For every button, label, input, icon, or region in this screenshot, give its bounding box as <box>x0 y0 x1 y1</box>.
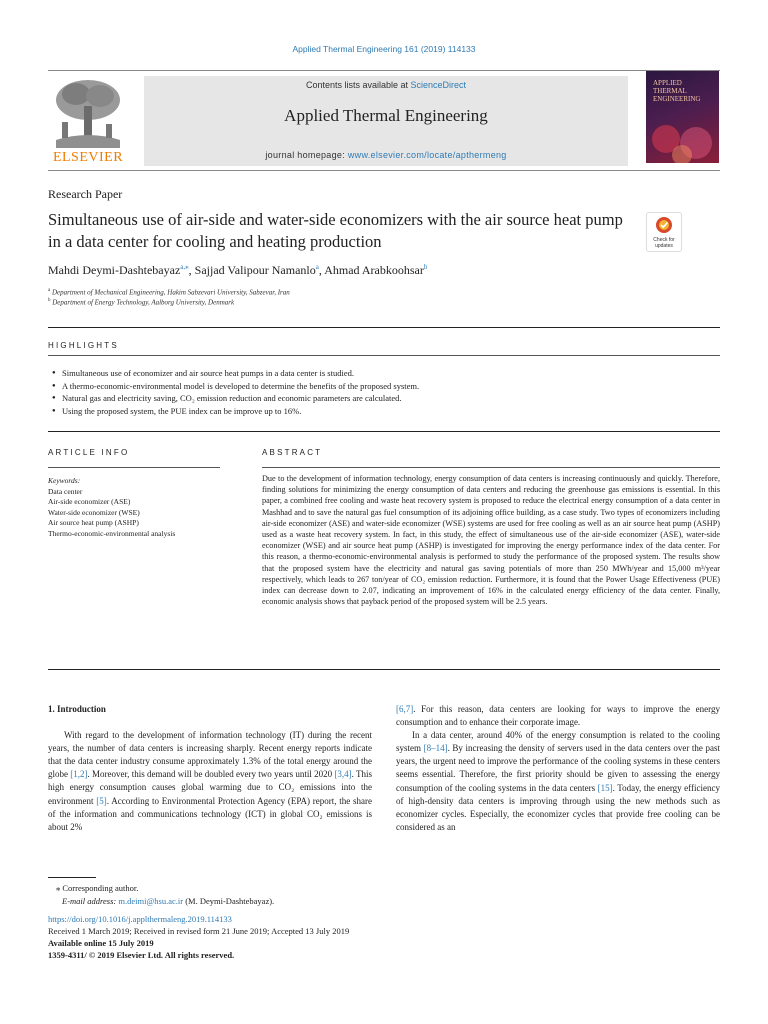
author-affiliation-mark[interactable]: a <box>315 263 319 271</box>
cover-graphic-icon <box>646 121 719 163</box>
homepage-link[interactable]: www.elsevier.com/locate/apthermeng <box>347 150 507 160</box>
affiliation-mark: a <box>48 288 51 293</box>
cover-title-line: APPLIED <box>653 79 682 87</box>
header-rule-bottom <box>48 170 720 171</box>
cover-title <box>653 79 700 103</box>
abstract-heading: ABSTRACT <box>262 448 323 457</box>
reference-link[interactable]: [15] <box>597 782 613 793</box>
body-text: . Moreover, this demand will be doubled every two years until 2020 <box>87 769 335 780</box>
article-info-heading: ARTICLE INFO <box>48 448 130 457</box>
section-rule <box>48 467 220 468</box>
sciencedirect-link[interactable]: ScienceDirect <box>410 80 467 90</box>
doi-link[interactable]: https://doi.org/10.1016/j.applthermaleng.2019.114133 <box>48 914 232 924</box>
author-name[interactable]: Ahmad Arabkoohsar <box>324 263 424 277</box>
highlights-heading: HIGHLIGHTS <box>48 341 119 350</box>
body-paragraph <box>396 703 720 729</box>
reference-link[interactable]: [3,4] <box>334 769 352 780</box>
cover-title-line: ENGINEERING <box>653 95 701 103</box>
check-for-updates-button[interactable] <box>646 212 682 252</box>
keyword: Data center <box>48 486 83 496</box>
copyright: 1359-4311/ © 2019 Elsevier Ltd. All rights reserved. <box>48 950 235 960</box>
cover-title-line: THERMAL <box>653 87 687 95</box>
body-text: . According to Environmental Protection Agency (EPA) report, the share of the information and communications technology (ICT) in global CO₂ emissions is about 2% <box>48 795 372 832</box>
corresponding-author-note: ⁎ Corresponding author. <box>56 883 139 893</box>
header-rule-top <box>48 70 720 71</box>
journal-citation[interactable]: Applied Thermal Engineering 161 (2019) 114133 <box>292 44 476 54</box>
elsevier-tree-icon <box>48 76 128 148</box>
elsevier-wordmark: ELSEVIER <box>52 150 124 165</box>
section-rule <box>48 669 720 670</box>
body-text: . By increasing the density of servers used in the data centers over the past years, the urgent need to improve the performance of the cooling systems in these centers seems essential. Therefore, the first priority should be given to assessing the energy consumption of the cooling systems in the data centers <box>396 743 720 793</box>
email-label: E-mail address: <box>62 895 119 906</box>
available-online: Available online 15 July 2019 <box>48 938 154 948</box>
section-heading: 1. Introduction <box>48 704 106 714</box>
body-text: . Today, the energy efficiency of high-density data centers is improving through using the new methods such as economizer cycles. Especially, the economizer cycles that provide free cooling can be considered as an <box>396 782 720 832</box>
keyword: Air-side economizer (ASE) <box>48 497 131 506</box>
reference-link[interactable]: [5] <box>96 795 107 806</box>
received-dates: Received 1 March 2019; Received in revised form 21 June 2019; Accepted 13 July 2019 <box>48 926 350 936</box>
highlight-item: ● A thermo-economic-environmental model is developed to determine the benefits of the proposed system. <box>52 380 720 393</box>
footnote-rule <box>48 877 96 878</box>
affiliation-text: Department of Mechanical Engineering, Hakim Sabzevari University, Sabzevar, Iran <box>51 288 290 297</box>
homepage-line <box>144 150 628 160</box>
journal-cover-image[interactable] <box>646 71 719 163</box>
body-text: . This high energy consumption causes global warming due to CO₂ emissions into the environment <box>48 769 373 806</box>
homepage-prefix: journal homepage: <box>265 150 348 160</box>
contents-line <box>144 80 628 90</box>
body-text: . For this reason, data centers are looking for ways to improve the energy consumption and to enhance their corporate image. <box>396 704 720 728</box>
check-updates-label: Check for updates <box>653 237 675 249</box>
highlights-list <box>52 367 720 417</box>
article-type: Research Paper <box>48 187 123 201</box>
section-rule <box>262 467 720 468</box>
highlight-item: ● Using the proposed system, the PUE index can be improve up to 16%. <box>52 405 720 418</box>
keywords-block <box>48 476 220 539</box>
footnotes <box>48 882 274 907</box>
section-rule <box>48 327 720 328</box>
email-link[interactable]: m.deimi@hsu.ac.ir <box>118 895 184 906</box>
affiliation-mark: b <box>48 298 51 303</box>
publication-info <box>48 913 349 961</box>
body-column-right <box>396 703 720 834</box>
elsevier-logo[interactable] <box>48 76 128 166</box>
email-note <box>48 895 274 908</box>
keyword: Thermo-economic-environmental analysis <box>48 528 176 538</box>
highlight-item: ● Natural gas and electricity saving, CO₂ emission reduction and economic parameters are calculated. <box>52 392 720 405</box>
reference-link[interactable]: [1,2] <box>70 769 88 780</box>
check-updates-icon <box>655 216 673 234</box>
body-column-left <box>48 703 372 834</box>
keyword: Air source heat pump (ASHP) <box>48 518 139 527</box>
body-paragraph <box>48 729 372 834</box>
author-affiliation-mark[interactable]: a,⁎ <box>180 263 189 271</box>
affiliation-text: Department of Energy Technology, Aalborg University, Denmark <box>52 298 235 307</box>
author-affiliation-mark[interactable]: b <box>423 263 428 271</box>
author-name[interactable]: Sajjad Valipour Namanlo <box>194 263 316 277</box>
author-name[interactable]: Mahdi Deymi-Dashtebayaz <box>48 263 181 277</box>
body-text: With regard to the development of information technology (IT) during the recent years, the number of data centers is increasing sharply. Recent energy reports indicate that the data center industry consume approximately 1.3% of the total energy around the globe <box>48 730 372 780</box>
section-rule <box>48 355 720 356</box>
contents-prefix: Contents lists available at <box>305 80 411 90</box>
body-paragraph <box>396 729 720 834</box>
reference-link[interactable]: [6,7] <box>396 704 414 714</box>
highlight-item: ● Simultaneous use of economizer and air source heat pumps in a data center is studied. <box>52 367 720 380</box>
journal-title: Applied Thermal Engineering <box>284 106 488 125</box>
paper-title: Simultaneous use of air-side and water-side economizers with the air source heat pump in a data center for cooling and heating production <box>48 210 623 251</box>
reference-link[interactable]: [8–14] <box>423 743 448 754</box>
journal-banner <box>144 76 628 166</box>
section-rule <box>48 431 720 432</box>
email-owner: (M. Deymi-Dashtebayaz). <box>183 895 275 906</box>
body-text: In a data center, around 40% of the energy consumption is related to the cooling system <box>396 730 720 754</box>
affiliation <box>48 298 234 306</box>
author-list: Mahdi Deymi-Dashtebayaz$^{a,⁎}$, Sajjad Valipour Namanlo$^a$, Ahmad Arabkoohsar$^b$ <box>48 263 428 277</box>
abstract-text: Due to the development of information technology, energy consumption of data centers is increasing continuously and quickly. Therefore, finding solutions for minimizing the energy consumption of data centers and reducing the greenhouse gas emissions is essential. In this paper, a combined free cooling and waste heat recovery system is proposed to reduce the electrical energy consumption of a data center in Mashhad and to save the natural gas fuel consumption of its adjoining office building, as a case study. Two types of economizers including air-side economizer (ASE) and water-side economizer (WSE) systems are used for free cooling as well as an air source heat pump (ASHP) used as a waste heat recovery system. In fact, in this study, the effect of simultaneous use of the air-side economizer (ASE), water-side economizer (WSE) and air source heat pump (ASHP) is investigated for improving the energy performance index of the data center. For this reason, a thermo-economic-environmental analysis is performed to study the performance of the proposed system. The results show that the proposed system have the electricity and natural gas saving potentials of more than 250 MWh/year and 15,000 m³/year respectively, which leads to 267 ton/year of CO₂ emission reduction. Furthermore, it is found that the Power Usage Effectiveness (PUE) index can decrease down to 2.07, indicating an improvement of 16% in the calculated energy efficiency of the data center. Finally, economic analysis shows that payback period of the proposed system will be 2.5 years. <box>262 474 720 607</box>
keyword: Water-side economizer (WSE) <box>48 507 140 517</box>
affiliation <box>48 288 290 296</box>
keywords-label: Keywords: <box>48 476 81 485</box>
